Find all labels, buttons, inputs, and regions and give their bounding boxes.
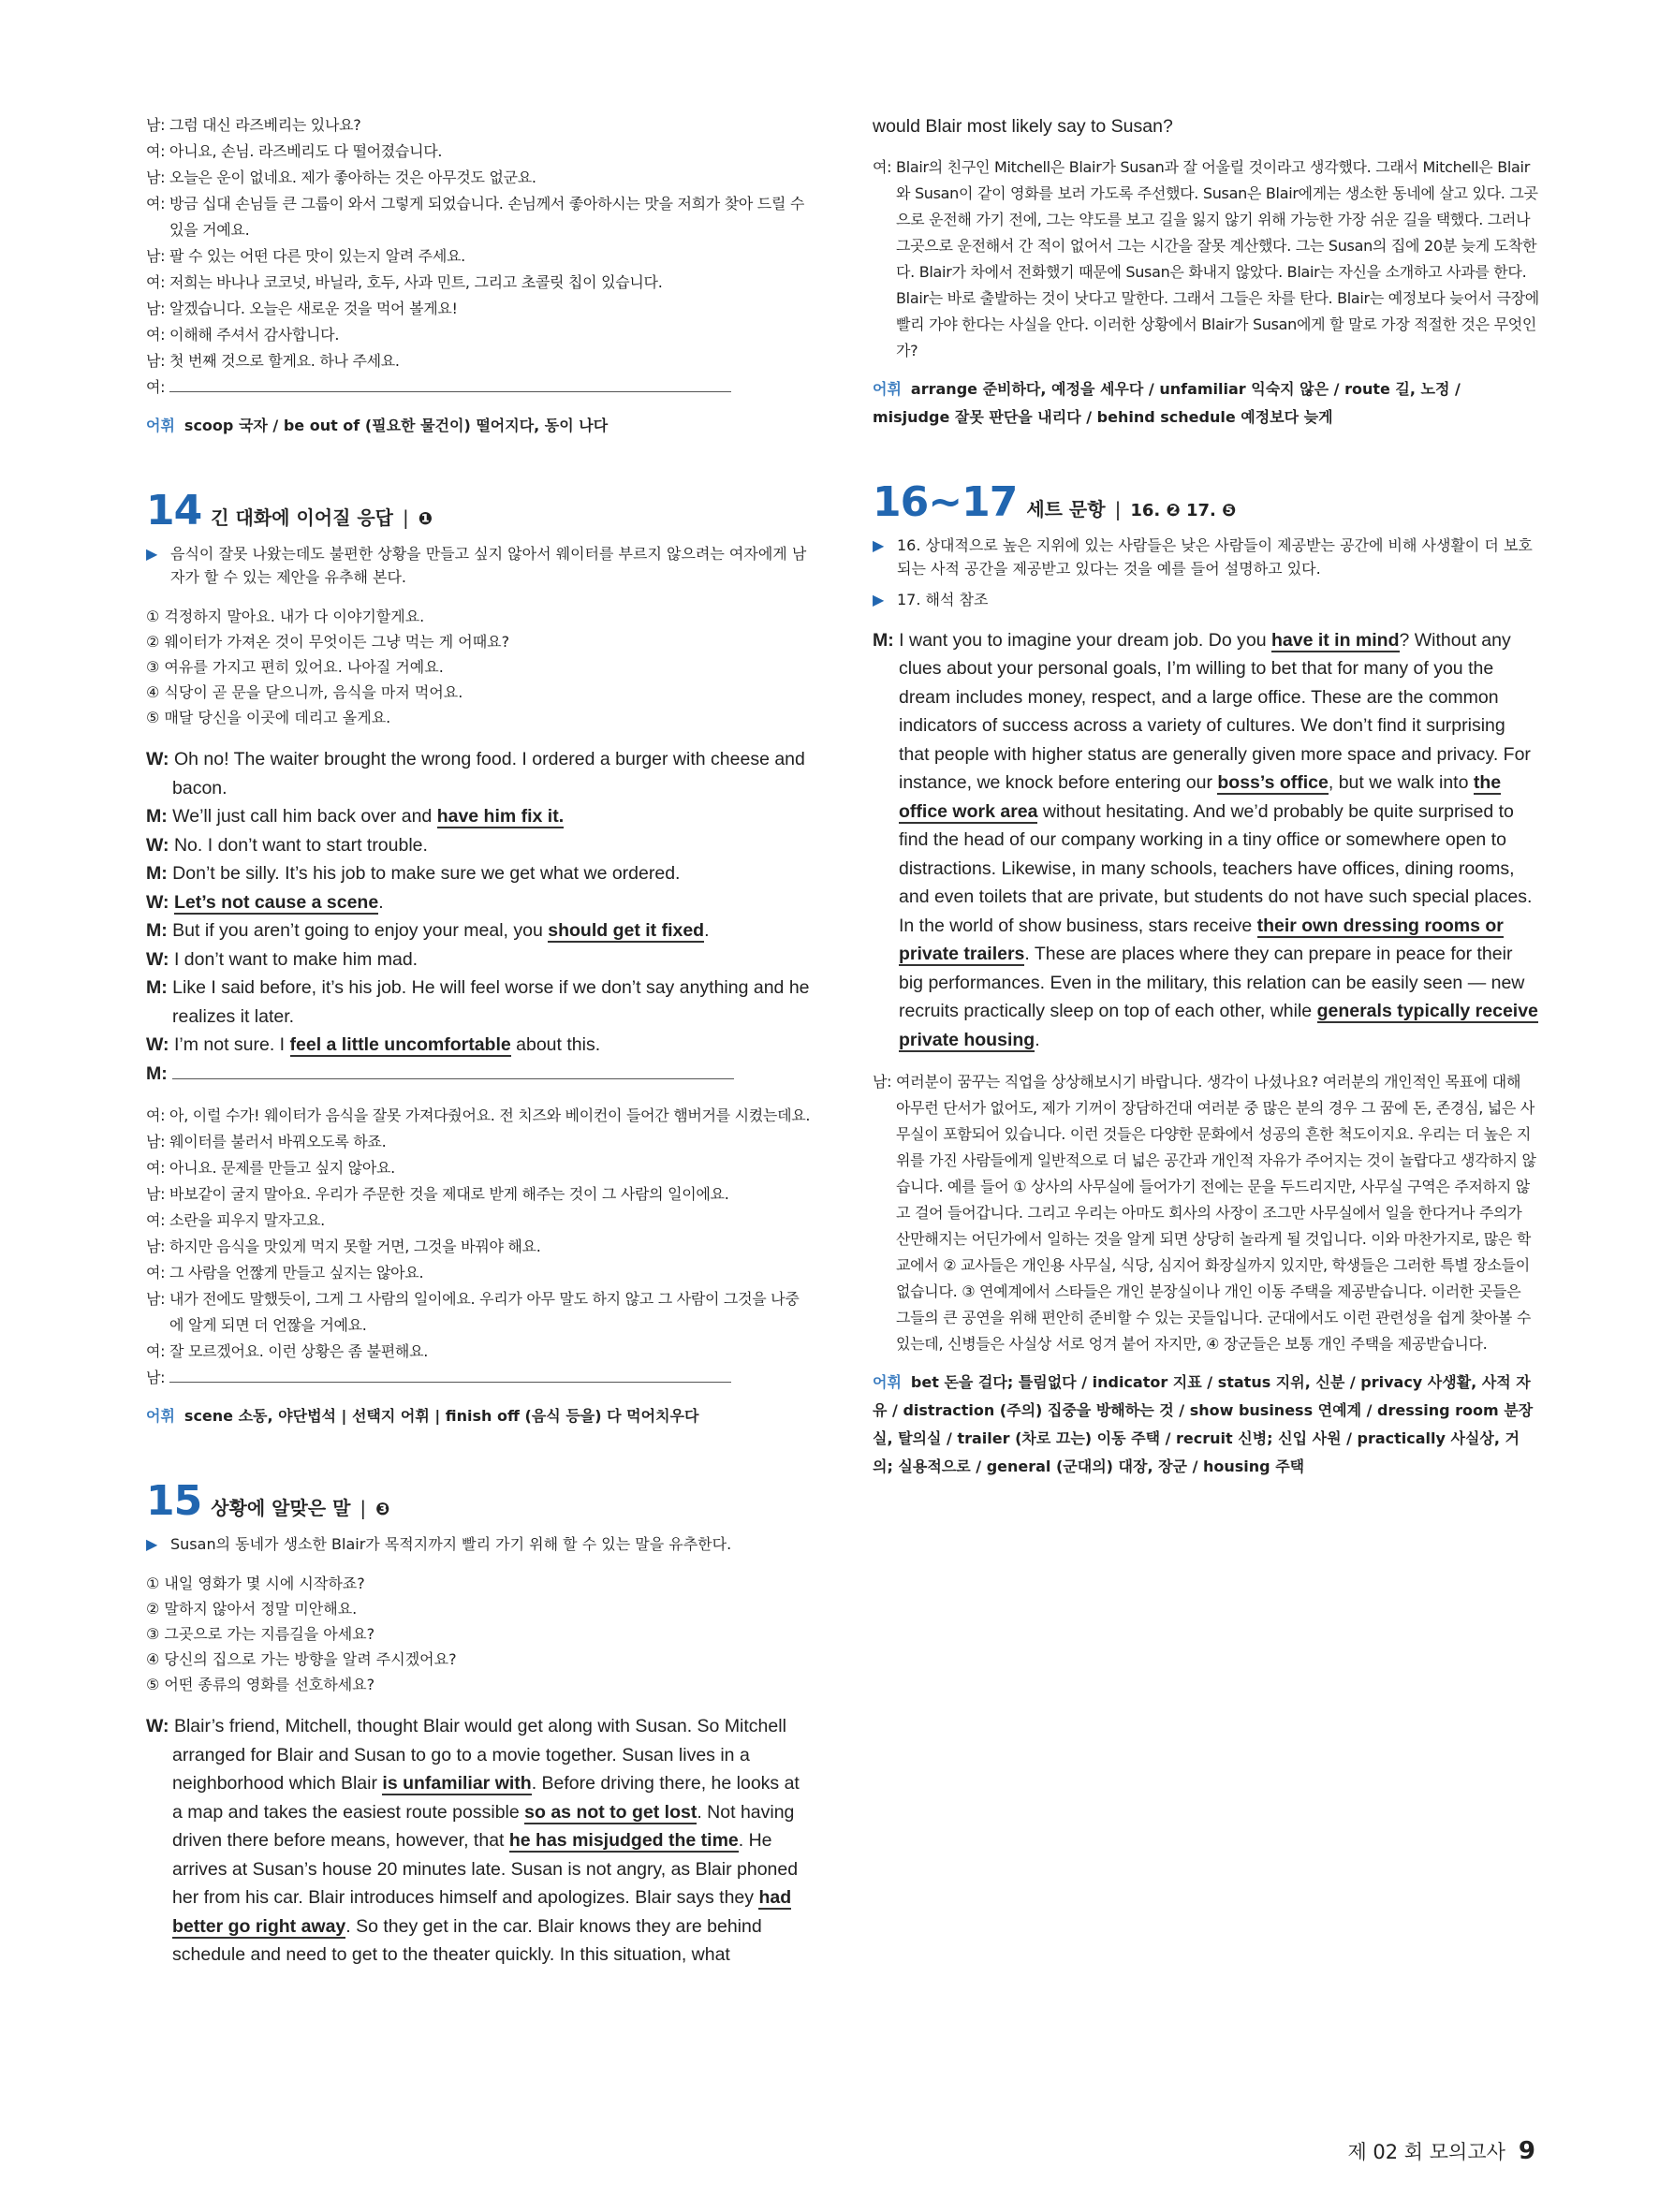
question-14-choices (146, 604, 813, 730)
left-column (146, 112, 813, 1970)
dialog-line-blank: M: (146, 1060, 813, 1089)
dialog-line: 여: 소란을 피우지 말자고요. (146, 1211, 325, 1229)
choice: ⑤ 어떤 종류의 영화를 선호하세요? (146, 1676, 375, 1693)
separator: | (360, 1497, 367, 1519)
choice: ① 내일 영화가 몇 시에 시작하죠? (146, 1575, 365, 1592)
choice: ③ 그곳으로 가는 지름길을 아세요? (146, 1625, 375, 1643)
question-15-passage (146, 1712, 813, 1970)
dialog-line: W: I don’t want to make him mad. (146, 948, 418, 970)
dialog-line: W: Let’s not cause a scene. (146, 891, 384, 913)
question-number: 16~17 (873, 477, 1018, 526)
choice: ⑤ 매달 당신을 이곳에 데리고 올게요. (146, 709, 391, 726)
dialog-line-blank: 남: (146, 1365, 813, 1391)
dialog-line: M: Like I said before, it’s his job. He will feel worse if we don’t say anything and he realizes it later. (146, 977, 810, 1027)
choice: ① 걱정하지 말아요. 내가 다 이야기할게요. (146, 608, 425, 625)
choice: ③ 여유를 가지고 편히 있어요. 나아질 거예요. (146, 658, 444, 676)
question-15-passage-continued (873, 112, 1539, 141)
vocab-label: 어휘 (146, 1407, 175, 1425)
test-label: 제 02 회 모의고사 (1347, 2141, 1505, 2163)
question-14-hint: ▶ 음식이 잘못 나왔는데도 불편한 상황을 만들고 싶지 않아서 웨이터를 부르지 않으려는 여자에게 남자가 할 수 있는 제안을 유추해 본다. (146, 542, 813, 589)
choice: ④ 식당이 곧 문을 닫으니까, 음식을 마저 먹어요. (146, 683, 463, 701)
triangle-icon: ▶ (146, 1535, 158, 1553)
question-17-hint: ▶ 17. 해석 참조 (873, 588, 1539, 611)
dialog-line: 여: 아, 이럴 수가! 웨이터가 음식을 잘못 가져다줬어요. 전 치즈와 베이컨이 들어간 햄버거를 시켰는데요. (146, 1106, 811, 1124)
dialog-line: 남: 알겠습니다. 오늘은 새로운 것을 먹어 볼게요! (146, 300, 458, 317)
passage-text: W: Blair’s friend, Mitchell, thought Blair would get along with Susan. So Mitchell arranged for Blair and Susan to go to a movie together. Susan lives in a neighborhood which Blair is unfamiliar with. Before driving there, he looks at a map and takes the easiest route possible so as not to get lost. Not having driven there before means, however, that he has misjudged the time. He arrives at Susan’s house 20 minutes late. Susan is not angry, as Blair phoned her from his car. Blair introduces himself and apologizes. Blair says they had better go right away. So they get in the car. Blair knows they are behind schedule and need to get to the theater quickly. In this situation, what (146, 1716, 800, 1965)
answer-marker: ❸ (375, 1500, 390, 1519)
passage-korean: 남: 여러분이 꿈꾸는 직업을 상상해보시기 바랍니다. 생각이 나셨나요? 여러분의 개인적인 목표에 대해 아무런 단서가 없어도, 제가 기꺼이 장담하건대 여러분 중 많은 분의 경우 그 꿈에 돈, 존경심, 넓은 사무실이 포함되어 있습니다. 이런 것들은 다양한 문화에서 성공의 흔한 척도이지요. 우리는 더 높은 지위를 가진 사람들에게 일반적으로 더 넓은 공간과 개인적 자유가 주어지는 것이 놀랍다고 생각하지 않습니다. 예를 들어 ① 상사의 사무실에 들어가기 전에는 문을 두드리지만, 사무실 구역은 주저하지 않고 걸어 들어갑니다. 그리고 우리는 아마도 회사의 사장이 조그만 사무실에서 일을 한다거나 주의가 산만해지는 어딘가에서 일하는 것을 알게 되면 상당히 놀라게 될 것입니다. 이와 마찬가지로, 많은 학교에서 ② 교사들은 개인용 사무실, 식당, 심지어 화장실까지 있지만, 학생들은 그러한 특별 장소들이 없습니다. ③ 연예계에서 스타들은 개인 분장실이나 개인 이동 주택을 제공받습니다. 이러한 곳들은 그들의 큰 공연을 위해 편안히 준비할 수 있는 곳들입니다. 군대에서도 이런 관련성을 쉽게 찾아볼 수 있는데, 신병들은 사실상 서로 엉겨 붙어 자지만, ④ 장군들은 보통 개인 주택을 제공받습니다. (873, 1073, 1536, 1353)
vocab-text: bet 돈을 걸다; 틀림없다 / indicator 지표 / status 지위, 신분 / privacy 사생활, 사적 자유 / distraction (주의) 집중을 방해하는 것 / show business 연예계 / dressing room 분장실, 탈의실 / trailer (차로 끄는) 이동 주택 / recruit 신병; 신입 사원 / practically 사실상, 거의; 실용적으로 / general (군대의) 대장, 장군 / housing 주택 (873, 1373, 1534, 1475)
dialog-line: 남: 첫 번째 것으로 할게요. 하나 주세요. (146, 352, 400, 370)
question-title: 긴 대화에 이어질 응답 (211, 506, 394, 529)
question-title: 세트 문항 (1026, 497, 1106, 520)
page-number: 9 (1518, 2137, 1535, 2165)
dialog-line: W: I’m not sure. I feel a little uncomfortable about this. (146, 1034, 601, 1055)
question-number: 14 (146, 487, 202, 535)
vocab-label: 어휘 (146, 417, 175, 434)
separator: | (1114, 497, 1122, 520)
question-15-vocab (873, 375, 1539, 432)
choice: ② 웨이터가 가져온 것이 무엇이든 그냥 먹는 게 어때요? (146, 633, 510, 651)
vocab13 (146, 412, 813, 440)
question-15-hint: ▶ Susan의 동네가 생소한 Blair가 목적지까지 빨리 가기 위해 할 수 있는 말을 유추한다. (146, 1532, 813, 1556)
dialog-line: 여: 잘 모르겠어요. 이런 상황은 좀 불편해요. (146, 1342, 429, 1360)
vocab-label: 어휘 (873, 1373, 902, 1391)
question-number: 15 (146, 1477, 202, 1525)
dialog13-korean (146, 112, 813, 401)
question-16-17-korean (873, 1069, 1539, 1357)
answer-marker: 16. ❷ 17. ❺ (1130, 500, 1237, 520)
dialog-line: 여: 저희는 바나나 코코넛, 바닐라, 호두, 사과 민트, 그리고 초콜릿 칩이 있습니다. (146, 273, 663, 291)
dialog-line: 여: 이해해 주셔서 감사합니다. (146, 326, 340, 344)
question-14-header (146, 487, 813, 535)
answer-marker: ❶ (418, 509, 433, 529)
dialog-line: 남: 웨이터를 불러서 바꿔오도록 하죠. (146, 1133, 387, 1150)
dialog-line: M: But if you aren’t going to enjoy your meal, you should get it fixed. (146, 920, 710, 941)
question-16-17-vocab (873, 1369, 1539, 1481)
question-16-hint: ▶ 16. 상대적으로 높은 지위에 있는 사람들은 낮은 사람들이 제공받는 공간에 비해 사생활이 더 보호되는 사적 공간을 제공받고 있다는 것을 예를 들어 설명하고 있다. (873, 534, 1539, 580)
question-14-dialog (146, 745, 813, 1088)
question-14-vocab (146, 1402, 813, 1430)
vocab-text: arrange 준비하다, 예정을 세우다 / unfamiliar 익숙지 않은 / route 길, 노정 / misjudge 잘못 판단을 내리다 / behind schedule 예정보다 늦게 (873, 379, 1461, 426)
triangle-icon: ▶ (873, 535, 885, 554)
dialog-line: 남: 바보같이 굴지 말아요. 우리가 주문한 것을 제대로 받게 해주는 것이 그 사람의 일이에요. (146, 1185, 729, 1203)
answer-blank (169, 1367, 731, 1383)
question-15-korean (873, 154, 1539, 364)
dialog-line: 남: 내가 전에도 말했듯이, 그게 그 사람의 일이에요. 우리가 아무 말도 하지 않고 그 사람이 그것을 나중에 알게 되면 더 언짢을 거예요. (146, 1290, 800, 1334)
separator: | (403, 506, 409, 529)
vocab-label: 어휘 (873, 379, 902, 398)
question-title: 상황에 알맞은 말 (211, 1497, 351, 1519)
dialog-line: 남: 오늘은 운이 없네요. 제가 좋아하는 것은 아무것도 없군요. (146, 168, 536, 186)
dialog-line: 남: 그럼 대신 라즈베리는 있나요? (146, 116, 361, 134)
dialog-line-blank: 여: (146, 374, 813, 401)
dialog-line: W: No. I don’t want to start trouble. (146, 834, 428, 856)
dialog-line: 여: 아니요, 손님. 라즈베리도 다 떨어졌습니다. (146, 142, 443, 160)
question-15-choices (146, 1571, 813, 1697)
passage-korean: 여: Blair의 친구인 Mitchell은 Blair가 Susan과 잘 어울릴 것이라고 생각했다. 그래서 Mitchell은 Blair와 Susan이 같이 영화를 보러 가도록 주선했다. Susan은 Blair에게는 생소한 동네에 살고 있다. 그곳으로 운전해 가기 전에, 그는 약도를 보고 길을 잃지 않기 위해 가능한 가장 쉬운 길을 택했다. 그러나 그곳으로 운전해서 간 적이 없어서 그는 시간을 잘못 계산했다. 그는 Susan의 집에 20분 늦게 도착한다. Blair가 차에서 전화했기 때문에 Susan은 화내지 않았다. Blair는 자신을 소개하고 사과를 한다. Blair는 바로 출발하는 것이 낫다고 말한다. 그래서 그들은 차를 탄다. Blair는 예정보다 늦어서 극장에 빨리 가야 한다는 사실을 안다. 이러한 상황에서 Blair가 Susan에게 할 말로 가장 적절한 것은 무엇인가? (873, 157, 1539, 359)
dialog-line: W: Oh no! The waiter brought the wrong food. I ordered a burger with cheese and bacon. (146, 749, 805, 798)
dialog-line: M: We’ll just call him back over and have him fix it. (146, 806, 565, 827)
right-column (873, 112, 1539, 1481)
question-15-header (146, 1477, 813, 1525)
dialog-line: 남: 하지만 음식을 맛있게 먹지 못할 거면, 그것을 바꿔야 해요. (146, 1238, 541, 1255)
dialog-line: M: Don’t be silly. It’s his job to make sure we get what we ordered. (146, 863, 681, 884)
question-14-korean (146, 1103, 813, 1391)
answer-blank (172, 1063, 734, 1079)
passage-text: would Blair most likely say to Susan? (873, 116, 1173, 137)
vocab-text: scoop 국자 / be out of (필요한 물건이) 떨어지다, 동이 나다 (184, 417, 609, 434)
dialog-line: 여: 방금 십대 손님들 큰 그룹이 와서 그렇게 되었습니다. 손님께서 좋아하시는 맛을 저희가 찾아 드릴 수 있을 거예요. (146, 195, 805, 239)
passage-text: M: I want you to imagine your dream job. Do you have it in mind? Without any clues about your personal goals, I’m willing to bet that for many of you the dream includes money, respect, and a large office. These are the common indicators of success across a variety of cultures. We don’t find it surprising that people with higher status are generally given more space and privacy. For instance, we knock before entering our boss’s office, but we walk into the office work area without hesitating. And we’d probably be quite surprised to find the head of our company working in a tiny office or somewhere open to distractions. Likewise, in many schools, teachers have offices, dining rooms, and even toilets that are private, but students do not have such special places. In the world of show business, stars receive their own dressing rooms or private trailers. These are places where they can prepare in peace for their big performances. Even in the military, this relation can be easily seen — new recruits practically sleep on top of each other, while generals typically receive private housing. (873, 629, 1538, 1050)
triangle-icon: ▶ (873, 590, 885, 608)
dialog-line: 남: 팔 수 있는 어떤 다른 맛이 있는지 알려 주세요. (146, 247, 465, 265)
dialog-line: 여: 아니요. 문제를 만들고 싶지 않아요. (146, 1159, 395, 1177)
question-16-17-header (873, 478, 1539, 526)
dialog-line: 여: 그 사람을 언짢게 만들고 싶지는 않아요. (146, 1264, 424, 1282)
choice: ② 말하지 않아서 정말 미안해요. (146, 1600, 358, 1618)
triangle-icon: ▶ (146, 545, 158, 563)
choice: ④ 당신의 집으로 가는 방향을 알려 주시겠어요? (146, 1650, 457, 1668)
vocab-text: scene 소동, 야단법석 | 선택지 어휘 | finish off (음식 등을) 다 먹어치우다 (184, 1407, 699, 1425)
answer-blank (169, 376, 731, 392)
page-footer (1347, 2137, 1535, 2165)
question-16-17-passage (873, 626, 1539, 1055)
